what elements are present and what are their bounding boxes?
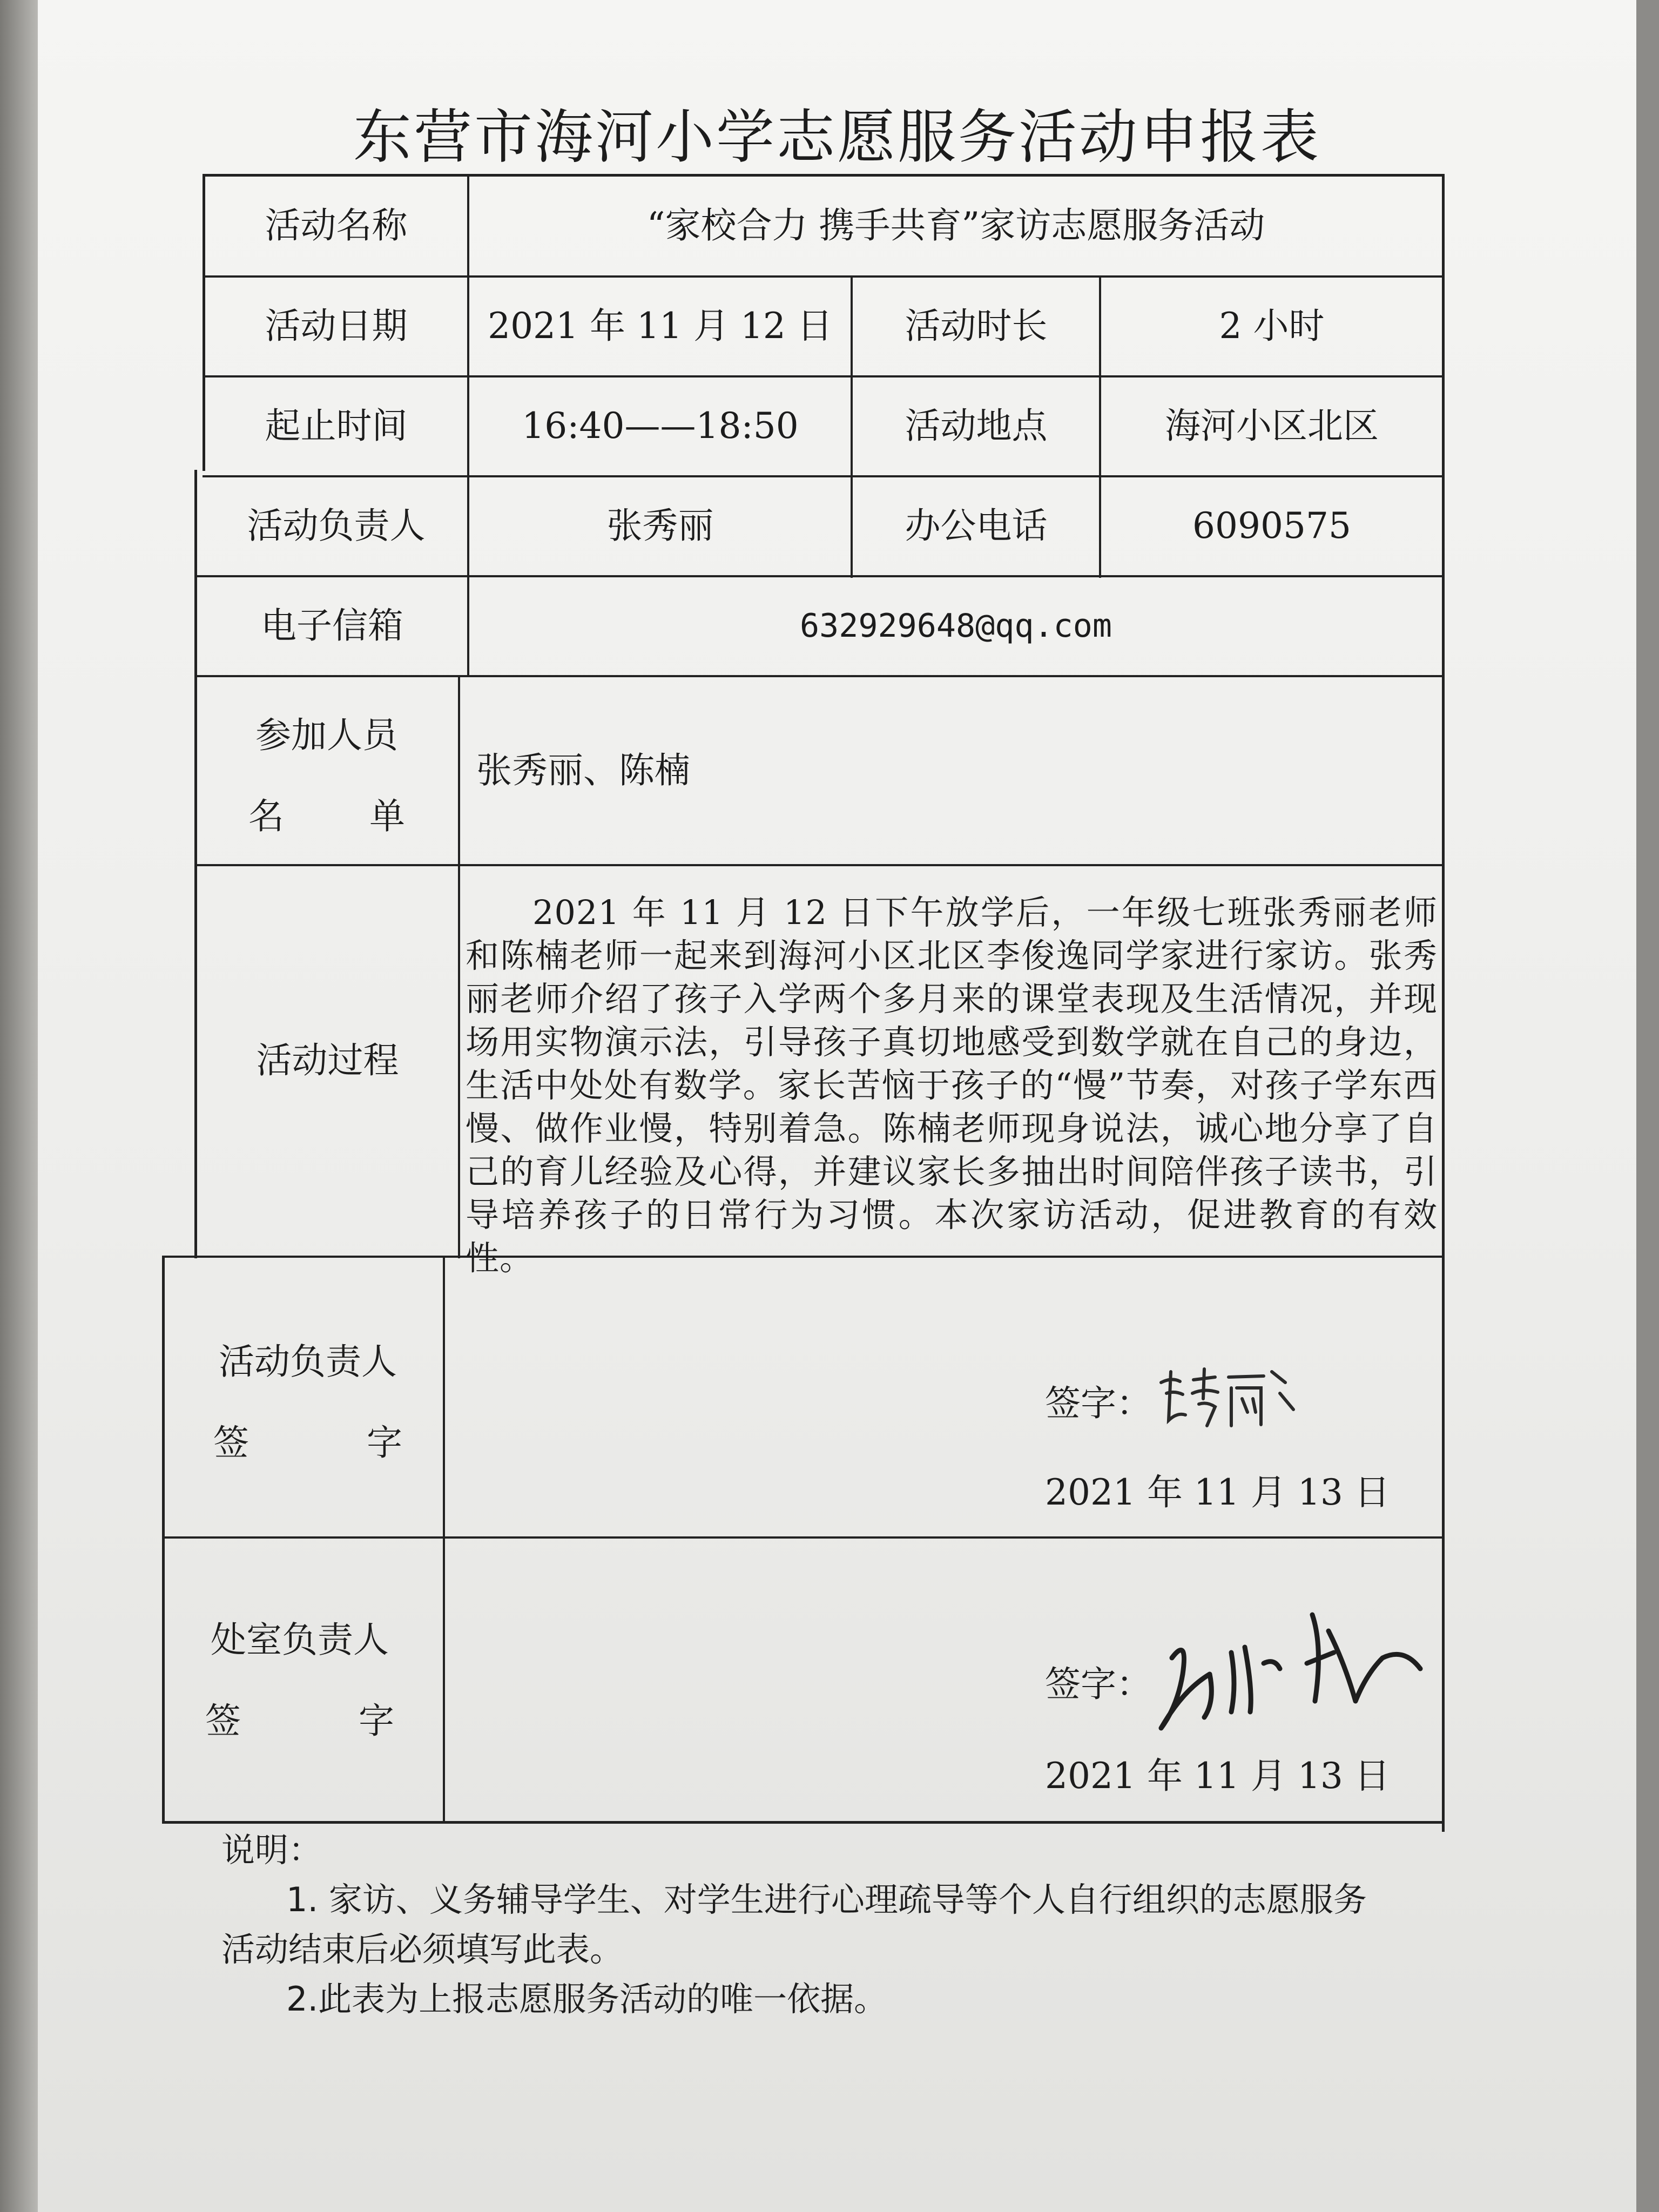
- table-border-bottom: [162, 1821, 1445, 1824]
- activity-name-label: 活动名称: [265, 205, 408, 247]
- leader-sign-date: 2021 年 11 月 13 日: [1045, 1472, 1390, 1513]
- col-divider: [851, 275, 853, 578]
- email-value: 632929648@qq.com: [800, 607, 1112, 645]
- page-edge-shadow: [0, 0, 38, 2212]
- leader-sign-label: [208, 1318, 408, 1480]
- activity-duration-label: 活动时长: [905, 305, 1048, 347]
- notes-item-1-line-1: 1. 家访、义务辅导学生、对学生进行心理疏导等个人自行组织的志愿服务: [286, 1880, 1367, 1919]
- participants-label-char1: 名: [248, 795, 284, 837]
- participants-label: [238, 691, 416, 853]
- row-divider: [162, 1536, 1445, 1539]
- activity-location-label: 活动地点: [905, 405, 1048, 447]
- participants-value: 张秀丽、陈楠: [476, 749, 690, 791]
- notes-section: [211, 1825, 1507, 2024]
- leader-sign-prefix: 签字：: [1045, 1382, 1152, 1424]
- office-sign-prefix: 签字：: [1045, 1663, 1152, 1705]
- email-label: 电子信箱: [261, 605, 403, 647]
- office-sign-label-line1: 处室负责人: [211, 1618, 389, 1661]
- row-divider: [162, 1256, 1445, 1258]
- col-divider: [1099, 275, 1101, 578]
- activity-duration-value: 2 小时: [1219, 305, 1325, 347]
- notes-heading: 说明：: [221, 1830, 322, 1870]
- table-border-left: [162, 1256, 165, 1823]
- activity-location-value: 海河小区北区: [1165, 405, 1379, 447]
- leader-sign-label-char1: 签: [213, 1421, 249, 1464]
- activity-date-value: 2021 年 11 月 12 日: [488, 305, 833, 347]
- activity-name-value: “家校合力 携手共育”家访志愿服务活动: [646, 205, 1265, 247]
- office-phone-label: 办公电话: [905, 505, 1048, 547]
- time-range-label: 起止时间: [265, 405, 408, 447]
- office-sign-date: 2021 年 11 月 13 日: [1045, 1755, 1390, 1797]
- table-border-right: [1442, 174, 1445, 1832]
- activity-date-label: 活动日期: [265, 305, 408, 347]
- process-description: 2021 年 11 月 12 日下午放学后，一年级七班张秀丽老师和陈楠老师一起来到海河小区北区李俊逸同学家进行家访。张秀丽老师介绍了孩子入学两个多月来的课堂表现及生活情况，并现场用实物演示法，引导孩子真切地感受到数学就在自己的身边，生活中处处有数学。家长苦恼于孩子的“慢”节奏，对孩子学东西慢、做作业慢，特别着急。陈楠老师现身说法，诚心地分享了自己的育儿经验及心得，并建议家长多抽出时间陪伴孩子读书，引导培养孩子的日常行为习惯。本次家访活动，促进教育的有效性。: [466, 893, 1438, 1278]
- time-range-value: 16:40——18:50: [522, 405, 799, 447]
- leader-signature: [1156, 1361, 1301, 1437]
- notes-item-1-line-2: 活动结束后必须填写此表。: [221, 1930, 624, 1969]
- leader-sign-label-line1: 活动负责人: [219, 1340, 397, 1382]
- col-divider: [467, 174, 469, 676]
- activity-leader-label: 活动负责人: [247, 505, 426, 547]
- office-sign-label-char1: 签: [205, 1700, 241, 1742]
- process-label: 活动过程: [256, 1040, 399, 1082]
- office-sign-label: [200, 1596, 400, 1758]
- document-title: 东营市海河小学志愿服务活动申报表: [353, 104, 1321, 171]
- participants-label-char2: 单: [369, 795, 405, 837]
- leader-sign-label-char2: 字: [367, 1421, 402, 1464]
- office-sign-label-char2: 字: [359, 1700, 394, 1742]
- office-phone-value: 6090575: [1192, 505, 1351, 547]
- activity-leader-value: 张秀丽: [606, 505, 714, 547]
- office-signature: [1150, 1593, 1431, 1744]
- col-divider: [443, 1256, 445, 1823]
- notes-item-2: 2.此表为上报志愿服务活动的唯一依据。: [286, 1979, 888, 2019]
- participants-label-line1: 参加人员: [255, 714, 398, 756]
